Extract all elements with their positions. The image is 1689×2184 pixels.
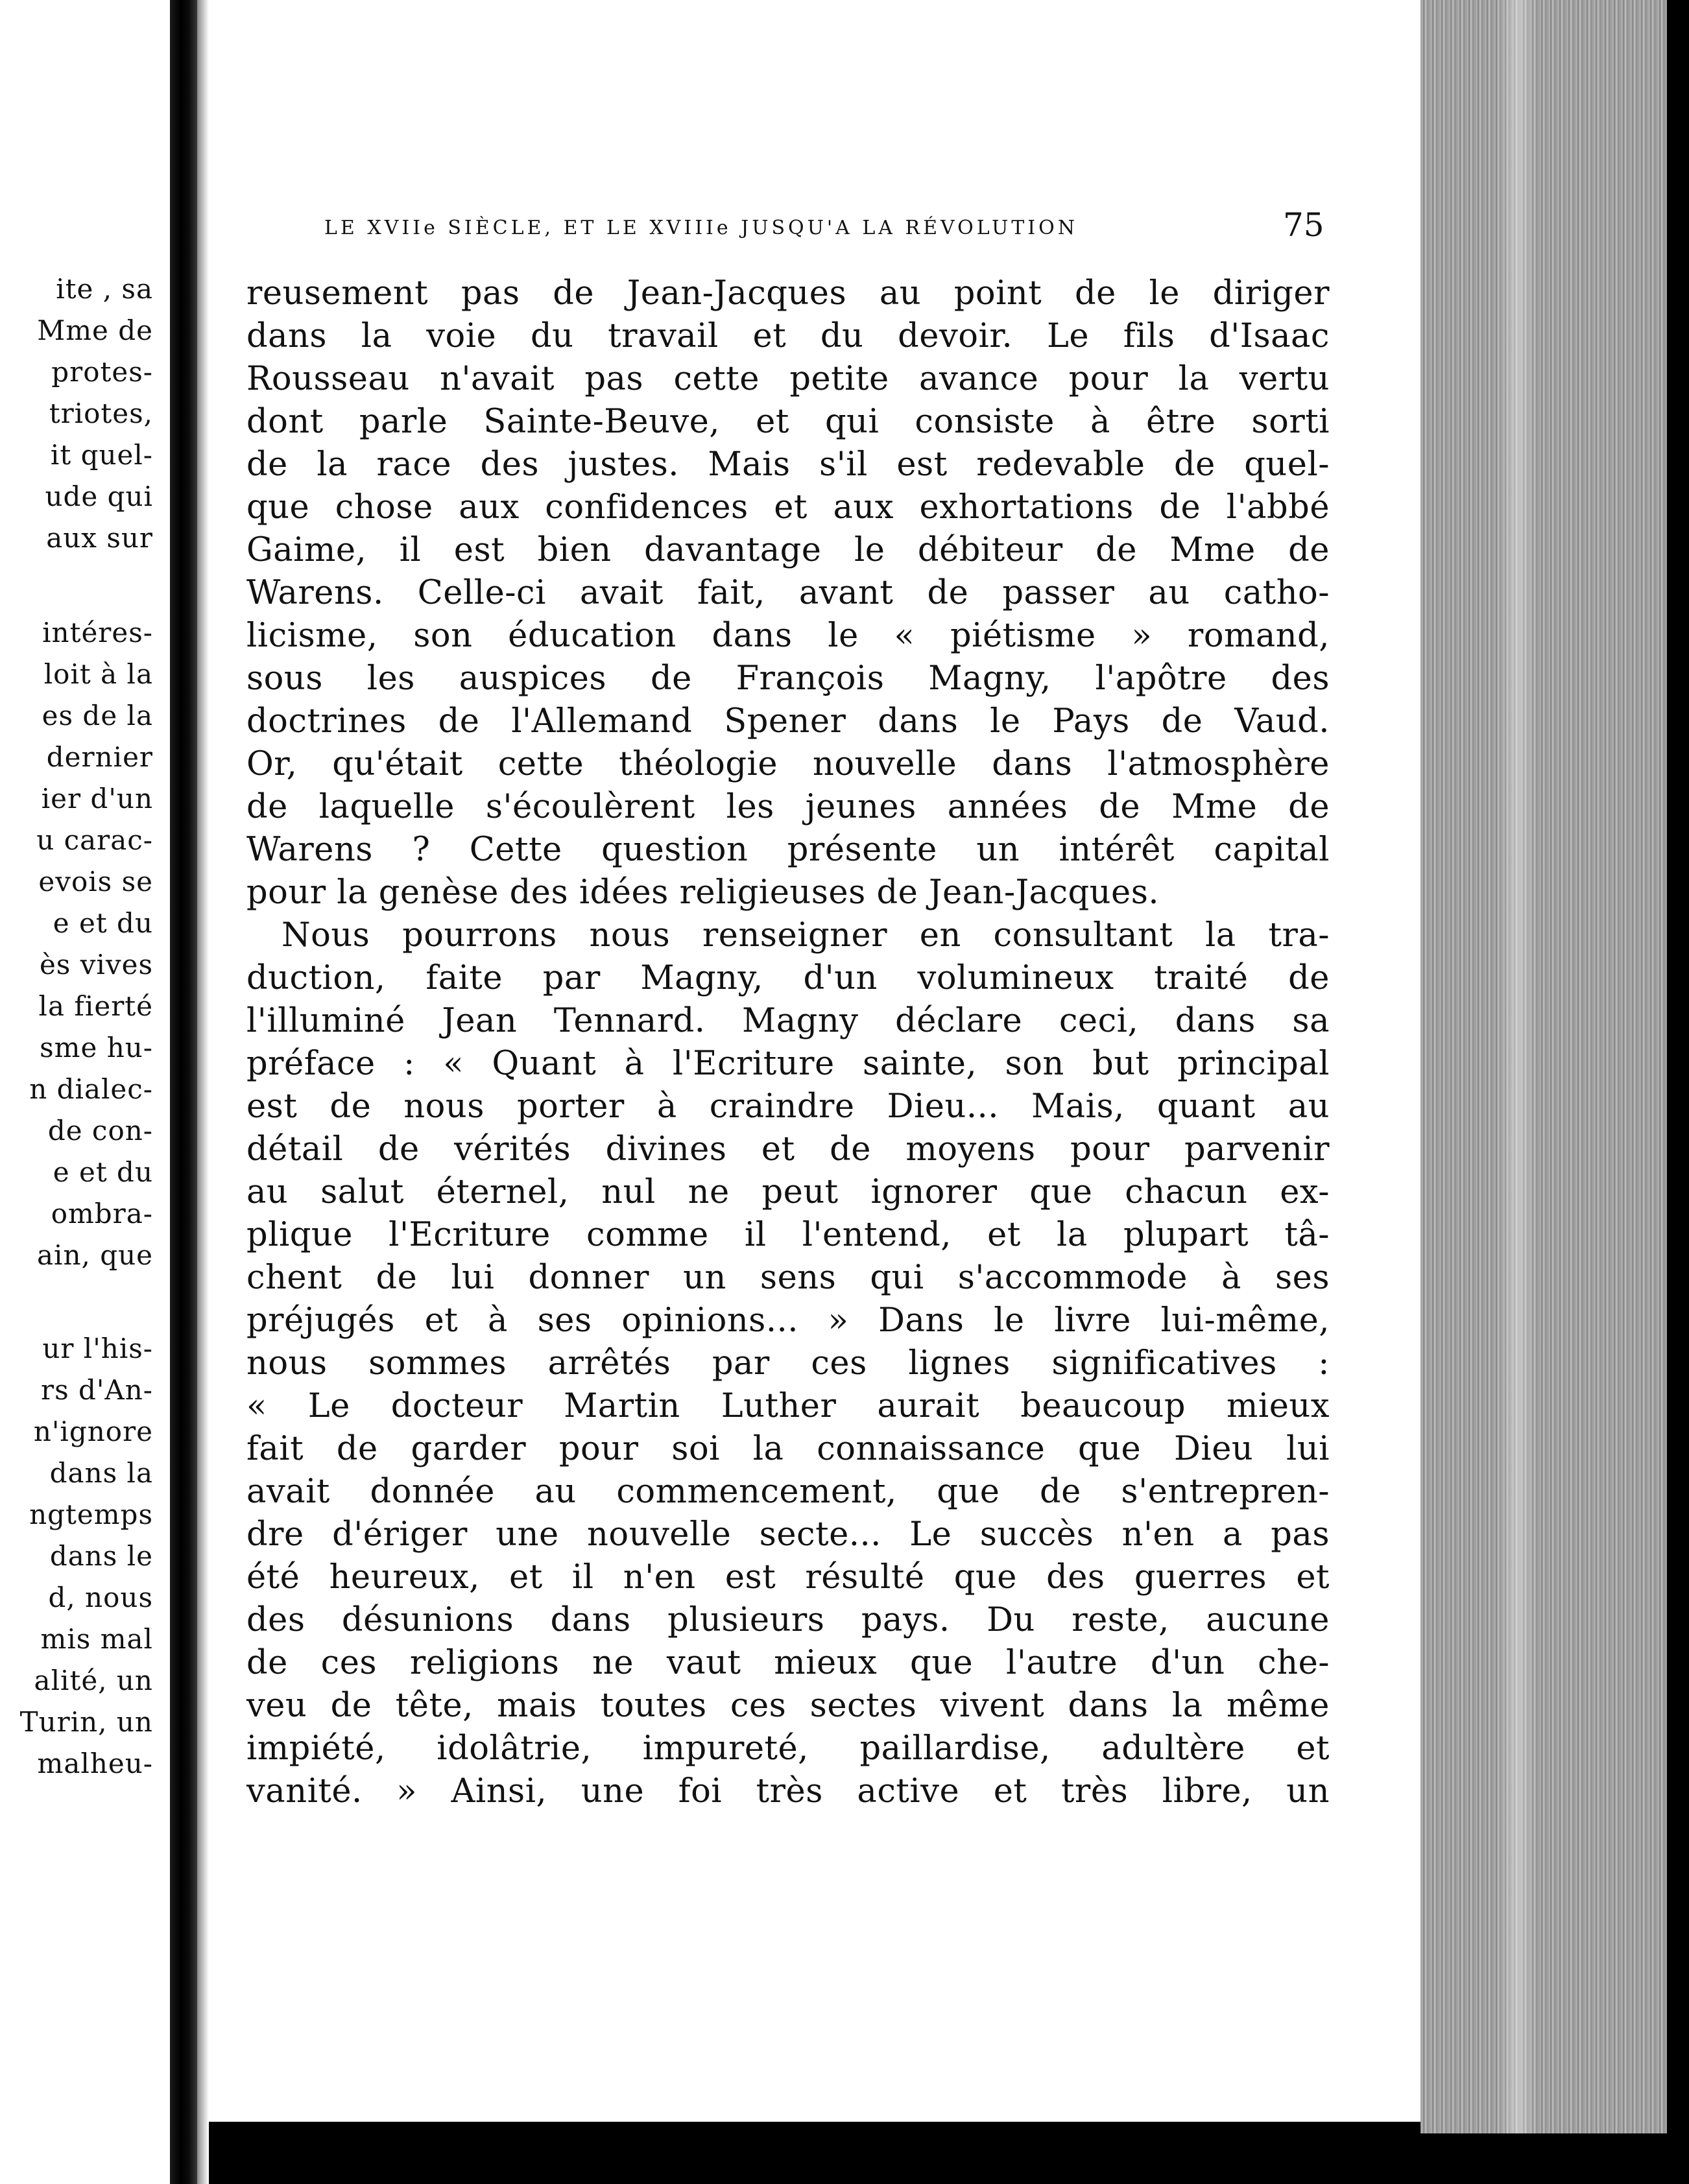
body-text <box>246 272 1330 1813</box>
left-page-line: es de la <box>42 700 153 731</box>
main-page <box>209 0 1420 2122</box>
text-line: de laquelle s'écoulèrent les jeunes années de Mme de <box>246 788 1330 826</box>
text-line: fait de garder pour soi la connaissance que Dieu lui <box>246 1430 1330 1468</box>
text-line: préjugés et à ses opinions... » Dans le livre lui-même, <box>246 1301 1330 1340</box>
page-edge-highlight <box>1498 0 1537 2133</box>
left-page-line: triotes, <box>49 398 153 429</box>
left-page-line: ude qui <box>45 481 153 512</box>
text-line: duction, faite par Magny, d'un volumineux traité de <box>246 959 1330 997</box>
left-page-line: e et du <box>53 1156 153 1188</box>
scan-border-bottom <box>209 2122 1420 2184</box>
left-page-line: Mme de <box>37 315 153 346</box>
text-line: Warens ? Cette question présente un intérêt capital <box>246 831 1330 869</box>
left-page-line: dans le <box>49 1540 153 1572</box>
text-line: avait donnée au commencement, que de s'entrepren- <box>246 1473 1330 1511</box>
text-line: de la race des justes. Mais s'il est redevable de quel- <box>246 445 1330 484</box>
text-line: impiété, idolâtrie, impureté, paillardise, adultère et <box>246 1729 1330 1768</box>
left-page-line: sme hu- <box>40 1032 153 1063</box>
text-line: Nous pourrons nous renseigner en consultant la tra- <box>282 916 1330 955</box>
left-page-line: de con- <box>47 1115 153 1146</box>
left-page-line: ngtemps <box>29 1499 153 1530</box>
text-line: doctrines de l'Allemand Spener dans le Pays de Vaud. <box>246 702 1330 741</box>
book-gutter <box>170 0 197 2184</box>
left-page-line: ite , sa <box>56 273 153 305</box>
text-line: est de nous porter à craindre Dieu... Mais, quant au <box>246 1087 1330 1126</box>
text-line: vanité. » Ainsi, une foi très active et très libre, un <box>246 1772 1330 1810</box>
left-page-line: n'ignore <box>33 1416 153 1447</box>
text-line: au salut éternel, nul ne peut ignorer que chacun ex- <box>246 1173 1330 1211</box>
left-page-line: d, nous <box>48 1582 153 1613</box>
text-line: des désunions dans plusieurs pays. Du reste, aucune <box>246 1601 1330 1639</box>
left-page-line: mis mal <box>40 1623 153 1655</box>
left-page-line: aux sur <box>46 522 153 554</box>
text-line: « Le docteur Martin Luther aurait beaucoup mieux <box>246 1387 1330 1425</box>
left-page-line: intéres- <box>42 617 153 648</box>
text-line: Warens. Celle-ci avait fait, avant de passer au catho- <box>246 574 1330 612</box>
left-page-line: dans la <box>49 1457 153 1489</box>
left-page-line: e et du <box>53 907 153 939</box>
text-line: sous les auspices de François Magny, l'apôtre des <box>246 659 1330 698</box>
text-line: Or, qu'était cette théologie nouvelle dans l'atmosphère <box>246 745 1330 783</box>
text-line: plique l'Ecriture comme il l'entend, et la plupart tâ- <box>246 1216 1330 1254</box>
left-page-line: it quel- <box>50 439 153 471</box>
running-head: LE XVIIe SIÈCLE, ET LE XVIIIe JUSQU'A LA RÉVOLUTION <box>324 217 1078 239</box>
left-page-line: loit à la <box>43 658 153 690</box>
left-page-line: dernier <box>46 741 153 773</box>
text-line: que chose aux confidences et aux exhortations de l'abbé <box>246 488 1330 527</box>
left-page-line: malheu- <box>37 1748 153 1779</box>
text-line: préface : « Quant à l'Ecriture sainte, son but principal <box>246 1045 1330 1083</box>
text-line: Gaime, il est bien davantage le débiteur de Mme de <box>246 531 1330 569</box>
text-line: licisme, son éducation dans le « piétisme » romand, <box>246 617 1330 655</box>
left-page-line: ain, que <box>36 1239 153 1271</box>
page-edge-stack <box>1420 0 1667 2133</box>
left-page-line: ombra- <box>51 1198 153 1229</box>
left-page-line: evois se <box>38 866 153 897</box>
text-line: dont parle Sainte-Beuve, et qui consiste à être sorti <box>246 403 1330 441</box>
left-page-line: ès vives <box>39 949 153 980</box>
book-page-edges <box>1420 0 1689 2184</box>
text-line: dre d'ériger une nouvelle secte... Le succès n'en a pas <box>246 1515 1330 1554</box>
text-line: détail de vérités divines et de moyens pour parvenir <box>246 1130 1330 1169</box>
left-page-line: ur l'his- <box>42 1333 153 1364</box>
left-page-line: u carac- <box>36 824 153 856</box>
text-line: chent de lui donner un sens qui s'accommode à ses <box>246 1259 1330 1297</box>
text-line: veu de tête, mais toutes ces sectes vivent dans la même <box>246 1687 1330 1725</box>
text-line: nous sommes arrêtés par ces lignes significatives : <box>246 1344 1330 1383</box>
gutter-shadow <box>197 0 209 2184</box>
left-page-line: rs d'An- <box>41 1374 153 1406</box>
left-page-line: n dialec- <box>29 1073 153 1105</box>
left-facing-page <box>0 0 170 2184</box>
left-page-line: alité, un <box>34 1665 153 1696</box>
text-line: reusement pas de Jean-Jacques au point de le diriger <box>246 274 1330 313</box>
text-line: de ces religions ne vaut mieux que l'autre d'un che- <box>246 1644 1330 1682</box>
left-page-line: ier d'un <box>41 783 153 814</box>
text-line: pour la genèse des idées religieuses de Jean-Jacques. <box>246 873 1160 912</box>
text-line: l'illuminé Jean Tennard. Magny déclare ceci, dans sa <box>246 1002 1330 1040</box>
text-line: Rousseau n'avait pas cette petite avance pour la vertu <box>246 360 1330 398</box>
text-line: été heureux, et il n'en est résulté que des guerres et <box>246 1558 1330 1596</box>
text-line: dans la voie du travail et du devoir. Le fils d'Isaac <box>246 317 1330 355</box>
page-number: 75 <box>1283 206 1324 244</box>
left-page-line: Turin, un <box>19 1706 153 1738</box>
left-page-line: la fierté <box>38 990 153 1022</box>
left-page-line: protes- <box>51 356 153 388</box>
